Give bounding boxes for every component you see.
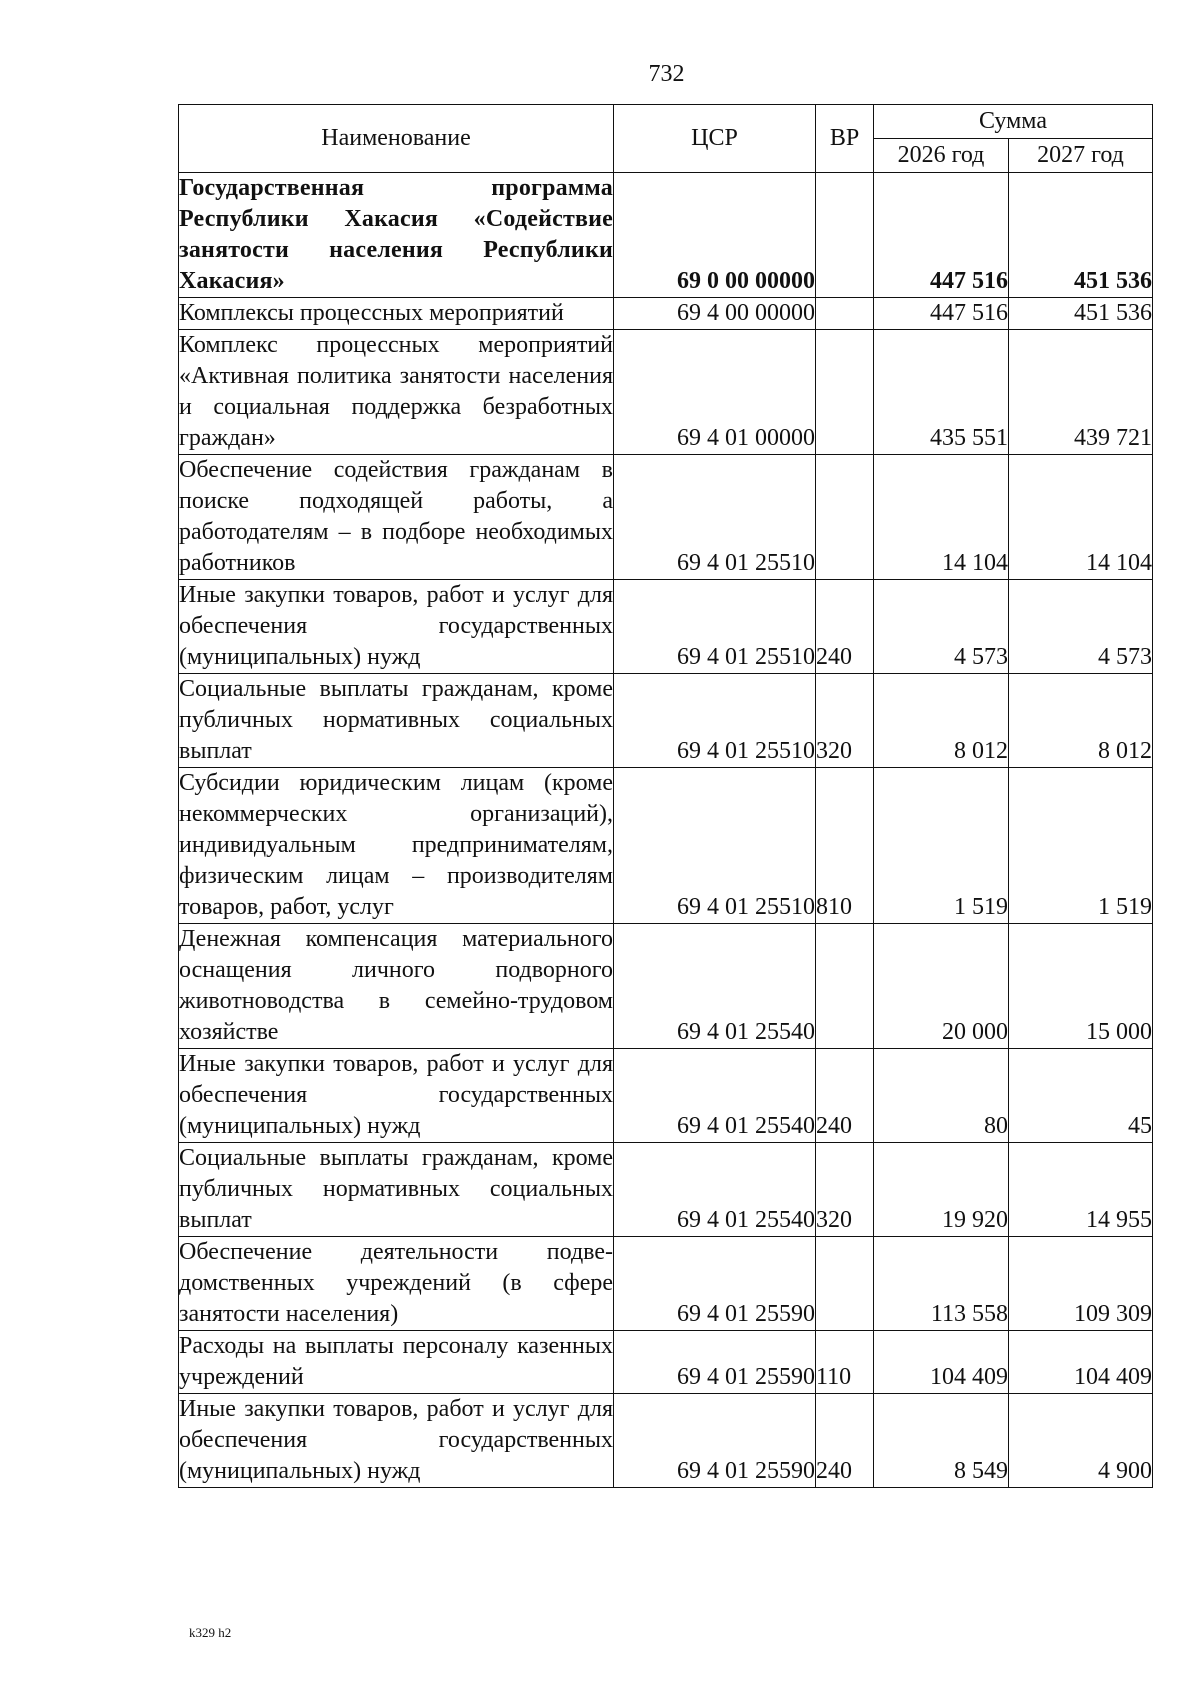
row-name-cell: Иные закупки товаров, работ и услуг для обеспечения государственных (муниципальных) нужд: [179, 1394, 614, 1488]
row-csr-cell: 69 4 01 00000: [614, 330, 816, 455]
header-vr: ВР: [816, 105, 874, 173]
row-2027-cell: 4 573: [1009, 580, 1153, 674]
row-2026-cell: 447 516: [874, 173, 1009, 298]
table-row: [179, 455, 1153, 580]
header-csr: ЦСР: [614, 105, 816, 173]
row-2027-cell: 15 000: [1009, 924, 1153, 1049]
row-vr-cell: [816, 924, 874, 1049]
row-csr-cell: 69 4 01 25540: [614, 924, 816, 1049]
row-vr-cell: 240: [816, 1049, 874, 1143]
table-row: [179, 924, 1153, 1049]
table-row: [179, 330, 1153, 455]
row-name-cell: Социальные выплаты гражданам, кроме публичных нормативных социальных выплат: [179, 1143, 614, 1237]
table-row: [179, 768, 1153, 924]
table-row: [179, 298, 1153, 330]
row-name-cell: Комплексы процессных мероприятий: [179, 298, 614, 330]
table-row: [179, 1049, 1153, 1143]
row-csr-cell: 69 4 01 25510: [614, 674, 816, 768]
row-2027-cell: 451 536: [1009, 298, 1153, 330]
row-2026-cell: 8 549: [874, 1394, 1009, 1488]
footer-code: k329 h2: [189, 1625, 232, 1640]
row-vr-cell: [816, 330, 874, 455]
row-csr-cell: 69 4 01 25510: [614, 768, 816, 924]
row-csr-cell: 69 4 01 25590: [614, 1394, 816, 1488]
row-name-cell: Денежная компенсация материального оснащения личного подворного животноводства в семейно-трудовом хозяйстве: [179, 924, 614, 1049]
row-2027-cell: 4 900: [1009, 1394, 1153, 1488]
row-name-cell: Расходы на выплаты персоналу казенных учреждений: [179, 1331, 614, 1394]
row-csr-cell: 69 4 01 25510: [614, 580, 816, 674]
row-2026-cell: 4 573: [874, 580, 1009, 674]
row-2027-cell: 109 309: [1009, 1237, 1153, 1331]
row-name-cell: Иные закупки товаров, работ и услуг для обеспечения государственных (муниципальных) нужд: [179, 580, 614, 674]
row-2026-cell: 104 409: [874, 1331, 1009, 1394]
table-body: [179, 173, 1153, 1488]
row-csr-cell: 69 4 01 25510: [614, 455, 816, 580]
row-csr-cell: 69 4 01 25540: [614, 1049, 816, 1143]
row-vr-cell: 320: [816, 1143, 874, 1237]
row-name-cell: Обеспечение деятельности подведомственных учреждений (в сфере занятости населения): [179, 1237, 614, 1331]
row-2026-cell: 8 012: [874, 674, 1009, 768]
table-header: [179, 105, 1153, 173]
row-2026-cell: 19 920: [874, 1143, 1009, 1237]
row-csr-cell: 69 0 00 00000: [614, 173, 816, 298]
row-csr-cell: 69 4 00 00000: [614, 298, 816, 330]
table-row: [179, 580, 1153, 674]
row-2027-cell: 8 012: [1009, 674, 1153, 768]
table-row: [179, 1143, 1153, 1237]
row-csr-cell: 69 4 01 25590: [614, 1237, 816, 1331]
row-vr-cell: 110: [816, 1331, 874, 1394]
row-vr-cell: 320: [816, 674, 874, 768]
table-row: [179, 674, 1153, 768]
header-year-2027: 2027 год: [1009, 139, 1153, 173]
table-row: [179, 1237, 1153, 1331]
header-year-2026: 2026 год: [874, 139, 1009, 173]
row-2026-cell: 435 551: [874, 330, 1009, 455]
row-2027-cell: 451 536: [1009, 173, 1153, 298]
row-2026-cell: 80: [874, 1049, 1009, 1143]
row-2026-cell: 14 104: [874, 455, 1009, 580]
row-name-cell: Обеспечение содействия гражданам в поиске подходящей работы, а работодателям – в подборе необходимых работников: [179, 455, 614, 580]
row-vr-cell: [816, 298, 874, 330]
budget-table: [178, 104, 1153, 1488]
row-csr-cell: 69 4 01 25540: [614, 1143, 816, 1237]
row-vr-cell: 810: [816, 768, 874, 924]
row-2026-cell: 113 558: [874, 1237, 1009, 1331]
row-vr-cell: 240: [816, 1394, 874, 1488]
header-name: Наименование: [179, 105, 614, 173]
row-name-cell: Иные закупки товаров, работ и услуг для обеспечения государственных (муниципальных) нужд: [179, 1049, 614, 1143]
table-row: [179, 173, 1153, 298]
row-2026-cell: 447 516: [874, 298, 1009, 330]
header-sum: Сумма: [874, 105, 1153, 139]
row-2027-cell: 439 721: [1009, 330, 1153, 455]
row-name-cell: Социальные выплаты гражданам, кроме публичных нормативных социальных выплат: [179, 674, 614, 768]
row-name-cell: Субсидии юридическим лицам (кроме некоммерческих организаций), индивидуальным предпринимателям, физическим лицам – производителям товаров, работ, услуг: [179, 768, 614, 924]
row-name-cell: Комплекс процессных мероприятий «Активная политика занятости населения и социальная поддержка безработных граждан»: [179, 330, 614, 455]
row-2027-cell: 104 409: [1009, 1331, 1153, 1394]
table-row: [179, 1331, 1153, 1394]
row-2027-cell: 14 104: [1009, 455, 1153, 580]
row-2026-cell: 1 519: [874, 768, 1009, 924]
table-row: [179, 1394, 1153, 1488]
page-number: 732: [648, 61, 685, 87]
row-vr-cell: [816, 173, 874, 298]
row-csr-cell: 69 4 01 25590: [614, 1331, 816, 1394]
row-2027-cell: 14 955: [1009, 1143, 1153, 1237]
row-2027-cell: 45: [1009, 1049, 1153, 1143]
row-vr-cell: [816, 1237, 874, 1331]
row-name-cell: Государственная программа Республики Хакасия «Содействие занятости населения Республики Хакасия»: [179, 173, 614, 298]
row-2027-cell: 1 519: [1009, 768, 1153, 924]
row-2026-cell: 20 000: [874, 924, 1009, 1049]
row-vr-cell: [816, 455, 874, 580]
row-vr-cell: 240: [816, 580, 874, 674]
